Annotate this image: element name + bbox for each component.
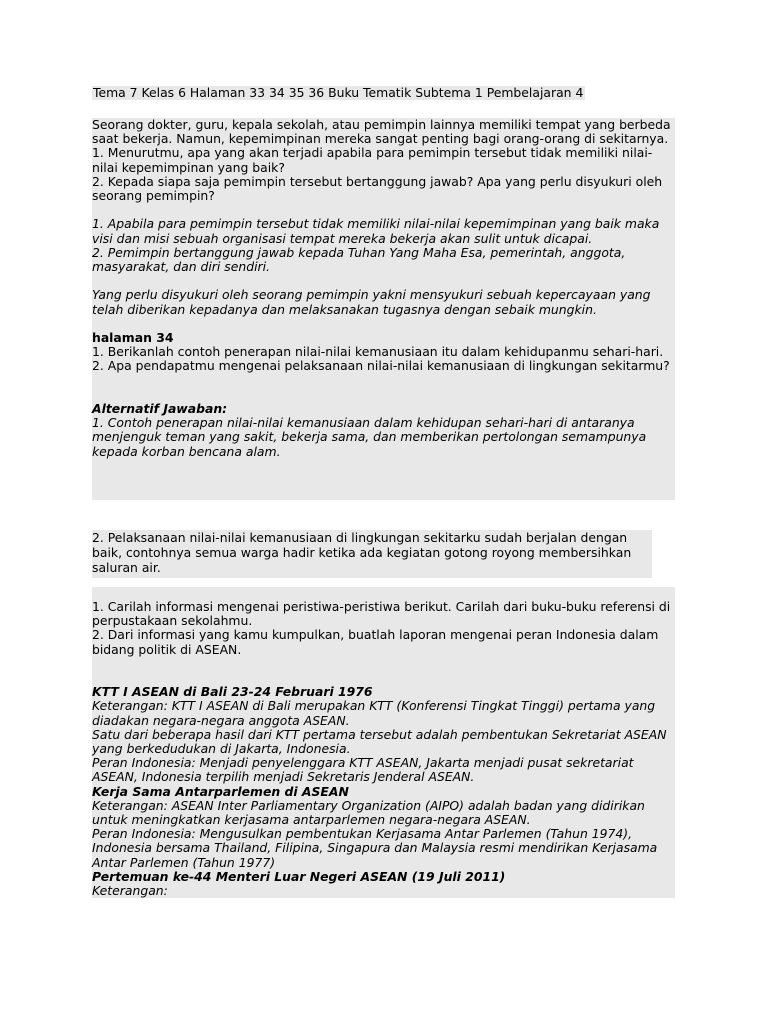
task-2: 2. Dari informasi yang kamu kumpulkan, buatlah laporan mengenai peran Indonesia dalam bidang politik di ASEAN. xyxy=(92,627,659,657)
content-block-1 xyxy=(92,118,675,500)
section-heading: halaman 34 xyxy=(92,330,174,345)
content-block-3 xyxy=(92,587,675,898)
answer-3: Yang perlu disyukuri oleh seorang pemimpin yakni mensyukuri sebuah kepercayaan yang telah diberikan kepadanya dan melaksanakan tugasnya dengan sebaik mungkin. xyxy=(92,287,651,317)
event-heading-1: KTT I ASEAN di Bali 23-24 Februari 1976 xyxy=(92,684,373,700)
event-desc-4: Keterangan: xyxy=(92,883,168,899)
answer-2: 2. Pemimpin bertanggung jawab kepada Tuhan Yang Maha Esa, pemerintah, anggota, masyarakat, dan diri sendiri. xyxy=(92,244,626,275)
page-title: Tema 7 Kelas 6 Halaman 33 34 35 36 Buku Tematik Subtema 1 Pembelajaran 4 xyxy=(93,85,584,100)
event-desc-1: Keterangan: KTT I ASEAN di Bali merupakan KTT (Konferensi Tingkat Tinggi) pertama yang diadakan negara-negara anggota ASEAN. xyxy=(92,698,656,728)
question-4: 2. Apa pendapatmu mengenai pelaksanaan nilai-nilai kemanusiaan di lingkungan sekitarmu? xyxy=(92,358,670,374)
answer-1: 1. Apabila para pemimpin tersebut tidak memiliki nilai-nilai kepemimpinan yang baik maka visi dan misi sebuah organisasi tempat mereka bekerja akan sulit untuk dicapai. xyxy=(92,216,660,246)
alt-answer-2: 2. Pelaksanaan nilai-nilai kemanusiaan di lingkungan sekitarku sudah berjalan dengan baik, contohnya semua warga hadir ketika ada kegiatan gotong royong membersihkan saluran air. xyxy=(92,530,632,575)
event-desc-2: Satu dari beberapa hasil dari KTT pertama tersebut adalah pembentukan Sekretariat ASEAN yang berkedudukan di Jakarta, Indonesia. xyxy=(92,726,667,756)
alt-answer-1: 1. Contoh penerapan nilai-nilai kemanusiaan dalam kehidupan sehari-hari di antaranya menjenguk teman yang sakit, bekerja sama, dan memberikan pertolongan semampunya kepada korban bencana alam. xyxy=(92,415,647,459)
event-heading-2: Kerja Sama Antarparlemen di ASEAN xyxy=(92,783,349,799)
question-3: 1. Berikanlah contoh penerapan nilai-nilai kemanusiaan itu dalam kehidupanmu sehari-hari. xyxy=(92,344,664,360)
content-block-2 xyxy=(92,530,652,578)
alt-answer-heading: Alternatif Jawaban: xyxy=(92,400,228,416)
question-1: 1. Menurutmu, apa yang akan terjadi apabila para pemimpin tersebut tidak memiliki nilai-nilai kepemimpinan yang baik? xyxy=(92,145,653,175)
event-desc-3: Keterangan: ASEAN Inter Parliamentary Organization (AIPO) adalah badan yang didirikan untuk meningkatkan kerjasama antarparlemen negara-negara ASEAN. xyxy=(92,797,645,828)
intro-text: Seorang dokter, guru, kepala sekolah, atau pemimpin lainnya memiliki tempat yang berbeda saat bekerja. Namun, kepemimpinan mereka sangat penting bagi orang-orang di sekitarnya. xyxy=(92,117,671,147)
task-1: 1. Carilah informasi mengenai peristiwa-peristiwa berikut. Carilah dari buku-buku referensi di perpustakaan sekolahmu. xyxy=(92,599,671,629)
event-role-1: Peran Indonesia: Menjadi penyelenggara KTT ASEAN, Jakarta menjadi pusat sekretariat ASEAN, Indonesia terpilih menjadi Sekretaris Jenderal ASEAN. xyxy=(92,755,634,785)
event-role-2: Peran Indonesia: Mengusulkan pembentukan Kerjasama Antar Parlemen (Tahun 1974), Indonesia bersama Thailand, Filipina, Singapura dan Malaysia resmi mendirikan Kerjasama Antar Parlemen (Tahun 1977) xyxy=(92,826,658,870)
event-heading-3: Pertemuan ke-44 Menteri Luar Negeri ASEAN (19 Juli 2011) xyxy=(92,868,506,884)
question-2: 2. Kepada siapa saja pemimpin tersebut bertanggung jawab? Apa yang perlu disyukuri oleh seorang pemimpin? xyxy=(92,173,663,204)
